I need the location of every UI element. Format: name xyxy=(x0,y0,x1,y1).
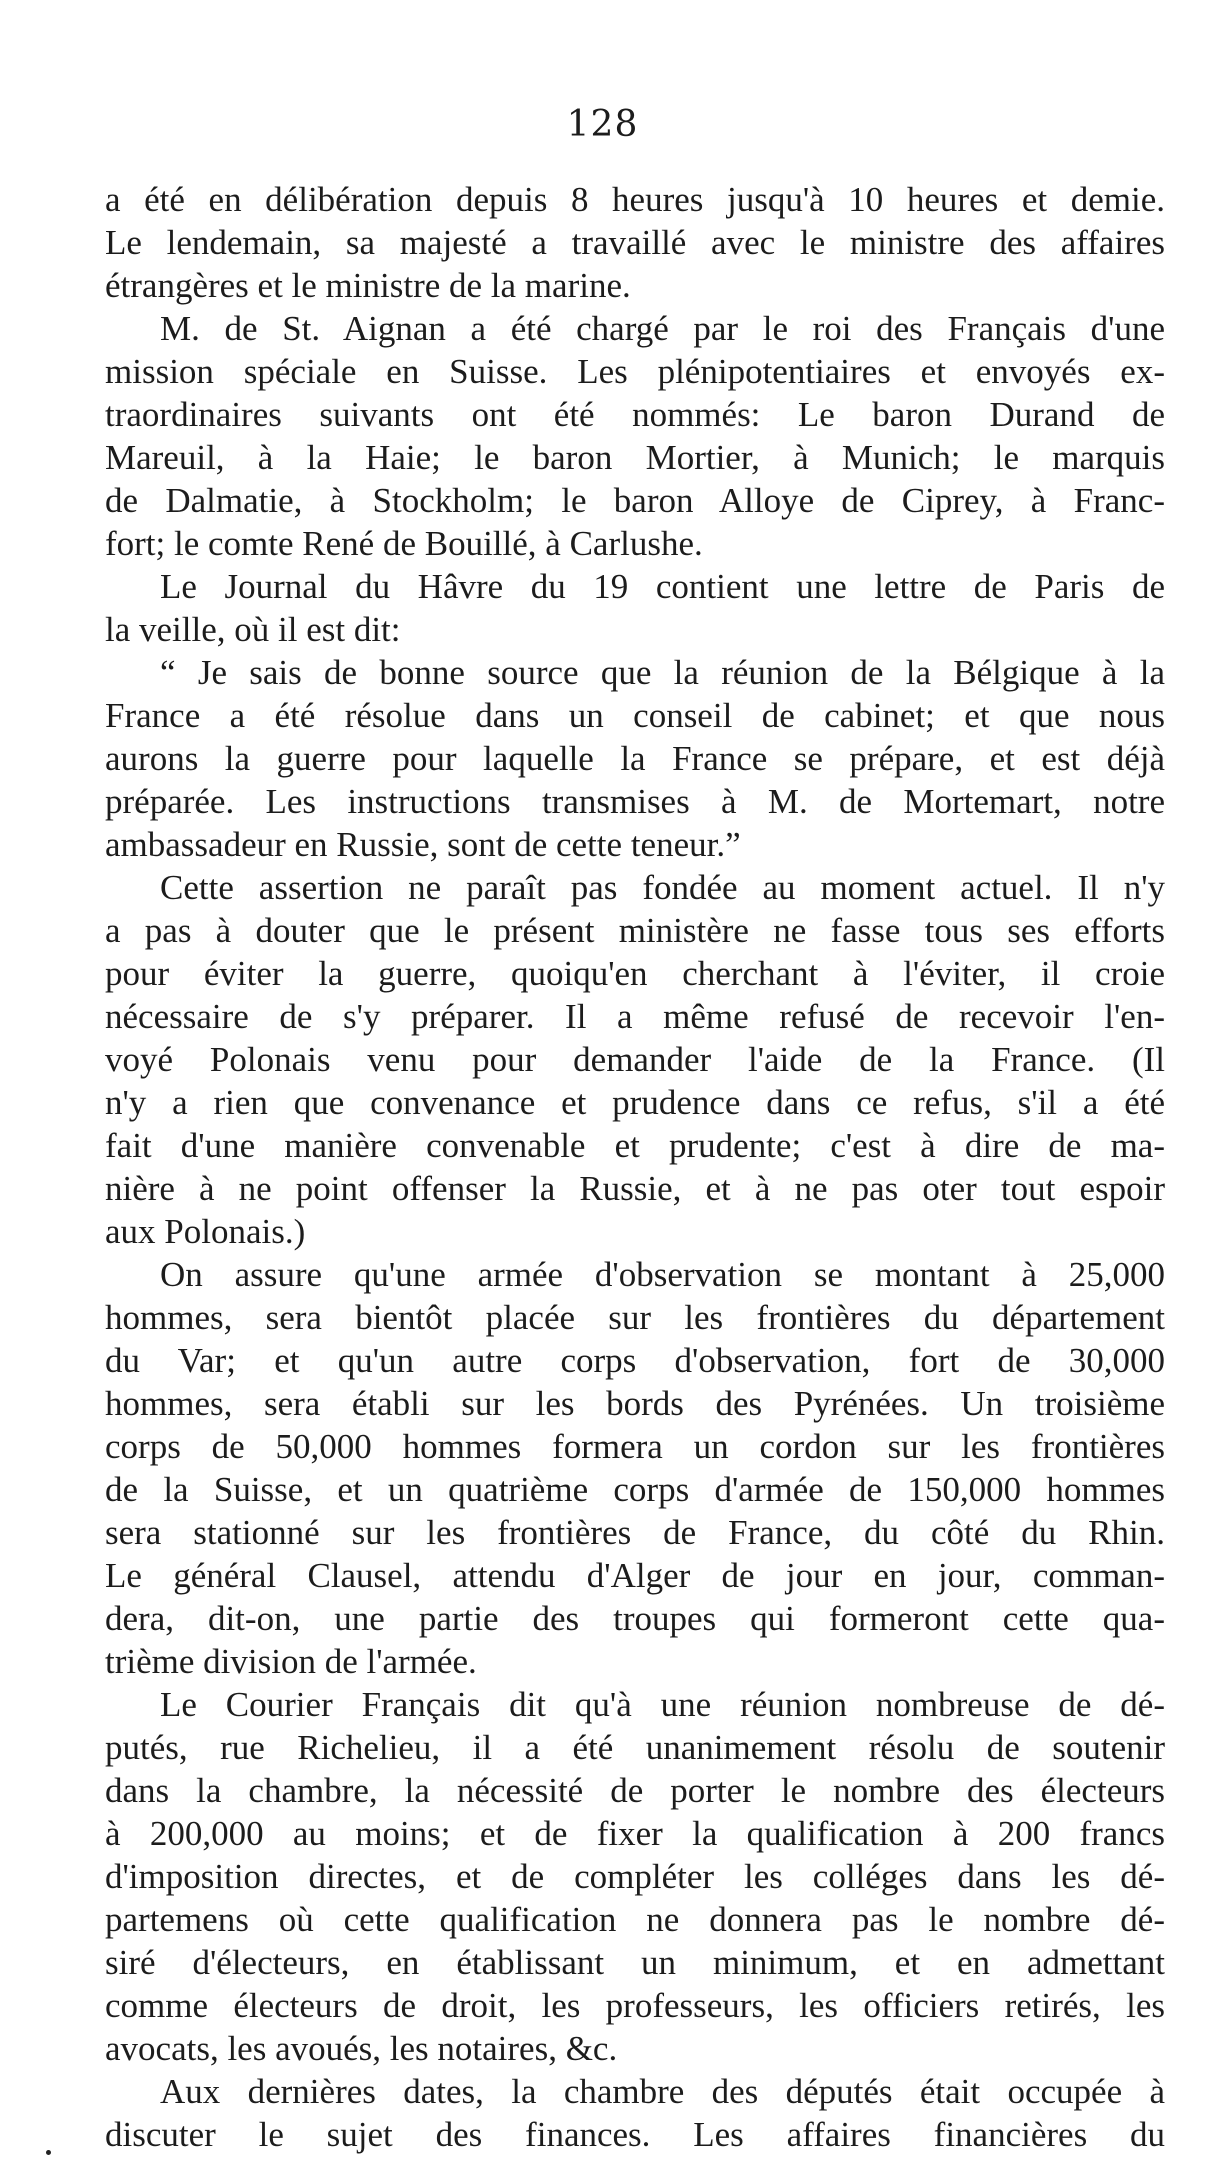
text-line: aux Polonais.) xyxy=(105,1212,306,1251)
text-line: avocats, les avoués, les notaires, &c. xyxy=(105,2029,618,2068)
text-line: On assure qu'une armée d'observation se montant à 25,000 xyxy=(160,1255,1165,1294)
text-line: aurons la guerre pour laquelle la France se prépare, et est déjà xyxy=(105,739,1165,778)
text-line: fait d'une manière convenable et prudente; c'est à dire de ma- xyxy=(105,1126,1165,1165)
text-line: a pas à douter que le présent ministère ne fasse tous ses efforts xyxy=(105,911,1165,950)
text-line: du Var; et qu'un autre corps d'observation, fort de 30,000 xyxy=(105,1341,1165,1380)
page-number: 128 xyxy=(566,104,639,145)
text-line: dans la chambre, la nécessité de porter le nombre des électeurs xyxy=(105,1771,1165,1810)
text-line: ambassadeur en Russie, sont de cette teneur.” xyxy=(105,825,741,864)
text-line: Le général Clausel, attendu d'Alger de jour en jour, comman- xyxy=(105,1556,1165,1595)
text-line: Le lendemain, sa majesté a travaillé avec le ministre des affaires xyxy=(105,223,1165,262)
text-line: discuter le sujet des finances. Les affaires financières du xyxy=(105,2115,1165,2154)
text-line: n'y a rien que convenance et prudence dans ce refus, s'il a été xyxy=(105,1083,1165,1122)
text-line: dera, dit-on, une partie des troupes qui formeront cette qua- xyxy=(105,1599,1165,1638)
text-line: siré d'électeurs, en établissant un minimum, et en admettant xyxy=(105,1943,1165,1982)
text-line: pour éviter la guerre, quoiqu'en cherchant à l'éviter, il croie xyxy=(105,954,1165,993)
body-text xyxy=(105,178,1165,2156)
text-line: étrangères et le ministre de la marine. xyxy=(105,266,631,305)
text-line: Cette assertion ne paraît pas fondée au moment actuel. Il n'y xyxy=(160,868,1165,907)
text-line: Mareuil, à la Haie; le baron Mortier, à Munich; le marquis xyxy=(105,438,1165,477)
text-line: Le Journal du Hâvre du 19 contient une lettre de Paris de xyxy=(160,567,1165,606)
text-line: de Dalmatie, à Stockholm; le baron Alloye de Ciprey, à Franc- xyxy=(105,481,1165,520)
text-line: Aux dernières dates, la chambre des députés était occupée à xyxy=(160,2072,1165,2111)
text-line: trième division de l'armée. xyxy=(105,1642,477,1681)
text-line: nière à ne point offenser la Russie, et à ne pas oter tout espoir xyxy=(105,1169,1165,1208)
text-line: France a été résolue dans un conseil de cabinet; et que nous xyxy=(105,696,1165,735)
text-line: la veille, où il est dit: xyxy=(105,610,401,649)
text-line: hommes, sera bientôt placée sur les frontières du département xyxy=(105,1298,1165,1337)
ink-speck xyxy=(46,2150,51,2155)
text-line: voyé Polonais venu pour demander l'aide de la France. (Il xyxy=(105,1040,1165,1079)
text-line: Le Courier Français dit qu'à une réunion nombreuse de dé- xyxy=(160,1685,1165,1724)
text-line: corps de 50,000 hommes formera un cordon sur les frontières xyxy=(105,1427,1165,1466)
text-line: “ Je sais de bonne source que la réunion de la Bélgique à la xyxy=(160,653,1165,692)
text-line: partemens où cette qualification ne donnera pas le nombre dé- xyxy=(105,1900,1165,1939)
text-line: M. de St. Aignan a été chargé par le roi des Français d'une xyxy=(160,309,1165,348)
text-line: comme électeurs de droit, les professeurs, les officiers retirés, les xyxy=(105,1986,1165,2025)
text-line: d'imposition directes, et de compléter les colléges dans les dé- xyxy=(105,1857,1165,1896)
text-line: traordinaires suivants ont été nommés: Le baron Durand de xyxy=(105,395,1165,434)
text-line: fort; le comte René de Bouillé, à Carlushe. xyxy=(105,524,703,563)
text-line: préparée. Les instructions transmises à M. de Mortemart, notre xyxy=(105,782,1165,821)
text-line: de la Suisse, et un quatrième corps d'armée de 150,000 hommes xyxy=(105,1470,1165,1509)
text-line: hommes, sera établi sur les bords des Pyrénées. Un troisième xyxy=(105,1384,1165,1423)
text-line: mission spéciale en Suisse. Les plénipotentiaires et envoyés ex- xyxy=(105,352,1165,391)
text-line: putés, rue Richelieu, il a été unanimement résolu de soutenir xyxy=(105,1728,1165,1767)
text-line: à 200,000 au moins; et de fixer la qualification à 200 francs xyxy=(105,1814,1165,1853)
text-line: nécessaire de s'y préparer. Il a même refusé de recevoir l'en- xyxy=(105,997,1165,1036)
text-line: a été en délibération depuis 8 heures jusqu'à 10 heures et demie. xyxy=(105,180,1165,219)
text-line: sera stationné sur les frontières de France, du côté du Rhin. xyxy=(105,1513,1165,1552)
